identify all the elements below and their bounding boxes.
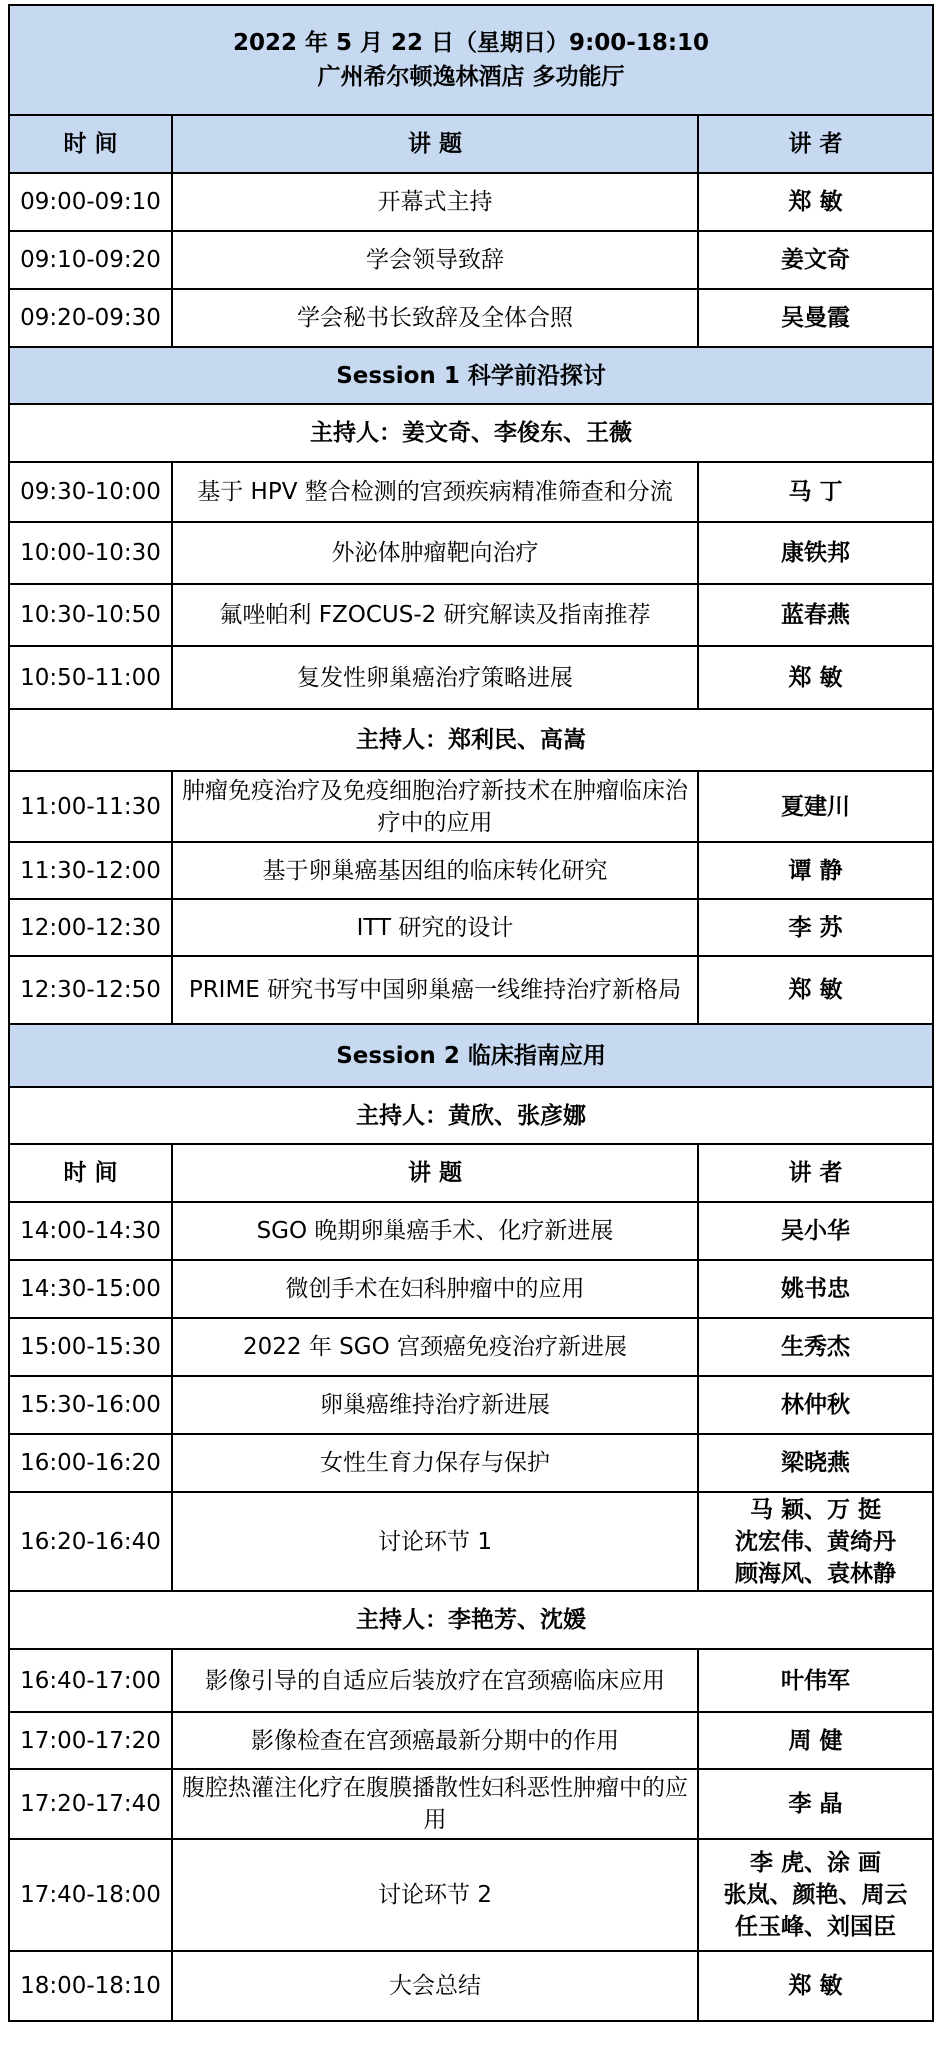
time-cell: 11:30-12:00	[9, 842, 172, 899]
time-cell: 09:20-09:30	[9, 289, 172, 347]
speaker-cell: 李 苏	[698, 899, 933, 956]
speaker-cell: 蓝春燕	[698, 584, 933, 646]
topic-cell: 女性生育力保存与保护	[172, 1434, 698, 1492]
speaker-cell	[698, 1839, 933, 1951]
host-row	[9, 1591, 933, 1649]
host-row	[9, 1087, 933, 1144]
speaker-cell: 郑 敏	[698, 956, 933, 1024]
topic-cell: 外泌体肿瘤靶向治疗	[172, 522, 698, 584]
agenda-row	[9, 771, 933, 842]
column-header-topic: 讲 题	[172, 115, 698, 173]
speaker-cell: 吴小华	[698, 1202, 933, 1260]
session-title: Session 2 临床指南应用	[9, 1024, 933, 1087]
speaker-cell: 郑 敏	[698, 173, 933, 231]
topic-cell: 学会秘书长致辞及全体合照	[172, 289, 698, 347]
speaker-cell: 吴曼霞	[698, 289, 933, 347]
agenda-row	[9, 173, 933, 231]
time-cell: 10:50-11:00	[9, 646, 172, 709]
time-cell: 17:00-17:20	[9, 1712, 172, 1769]
time-cell: 15:00-15:30	[9, 1318, 172, 1376]
speaker-cell: 姚书忠	[698, 1260, 933, 1318]
time-cell: 10:00-10:30	[9, 522, 172, 584]
time-cell: 18:00-18:10	[9, 1951, 172, 2021]
speaker-cell: 叶伟军	[698, 1649, 933, 1712]
host-label: 主持人：郑利民、高嵩	[9, 709, 933, 771]
time-cell: 15:30-16:00	[9, 1376, 172, 1434]
agenda-table	[8, 4, 934, 2022]
agenda-row	[9, 231, 933, 289]
agenda-row	[9, 1492, 933, 1591]
time-cell: 14:00-14:30	[9, 1202, 172, 1260]
topic-cell: 影像引导的自适应后装放疗在宫颈癌临床应用	[172, 1649, 698, 1712]
agenda-row	[9, 646, 933, 709]
agenda-header	[9, 5, 933, 115]
time-cell: 17:20-17:40	[9, 1769, 172, 1839]
speaker-line: 任玉峰、刘国臣	[735, 1914, 897, 1940]
speaker-cell: 生秀杰	[698, 1318, 933, 1376]
topic-cell: PRIME 研究书写中国卵巢癌一线维持治疗新格局	[172, 956, 698, 1024]
topic-cell: 基于卵巢癌基因组的临床转化研究	[172, 842, 698, 899]
agenda-row	[9, 899, 933, 956]
speaker-cell: 李 晶	[698, 1769, 933, 1839]
agenda-row	[9, 1649, 933, 1712]
time-cell: 09:10-09:20	[9, 231, 172, 289]
topic-cell: SGO 晚期卵巢癌手术、化疗新进展	[172, 1202, 698, 1260]
topic-cell: 微创手术在妇科肿瘤中的应用	[172, 1260, 698, 1318]
time-cell: 17:40-18:00	[9, 1839, 172, 1951]
topic-cell: 讨论环节 2	[172, 1839, 698, 1951]
speaker-cell	[698, 1492, 933, 1591]
agenda-row	[9, 956, 933, 1024]
session-row	[9, 347, 933, 404]
time-cell: 14:30-15:00	[9, 1260, 172, 1318]
agenda-row	[9, 1839, 933, 1951]
agenda-row	[9, 1202, 933, 1260]
time-cell: 16:40-17:00	[9, 1649, 172, 1712]
column-header-time: 时 间	[9, 115, 172, 173]
agenda-row	[9, 1951, 933, 2021]
speaker-line: 马 颖、万 挺	[750, 1496, 882, 1523]
speaker-cell: 梁晓燕	[698, 1434, 933, 1492]
time-cell: 16:20-16:40	[9, 1492, 172, 1591]
speaker-cell: 夏建川	[698, 771, 933, 842]
agenda-row	[9, 1376, 933, 1434]
agenda-row	[9, 1318, 933, 1376]
agenda-row	[9, 584, 933, 646]
time-cell: 16:00-16:20	[9, 1434, 172, 1492]
session-title: Session 1 科学前沿探讨	[9, 347, 933, 404]
time-cell: 10:30-10:50	[9, 584, 172, 646]
agenda-row	[9, 522, 933, 584]
agenda-header-row	[9, 5, 933, 115]
session-row	[9, 1024, 933, 1087]
time-cell: 12:00-12:30	[9, 899, 172, 956]
topic-cell: ITT 研究的设计	[172, 899, 698, 956]
topic-cell: 开幕式主持	[172, 173, 698, 231]
agenda-row	[9, 842, 933, 899]
speaker-cell: 郑 敏	[698, 1951, 933, 2021]
topic-cell: 讨论环节 1	[172, 1492, 698, 1591]
speaker-line: 张岚、颜艳、周云	[723, 1882, 908, 1908]
speaker-cell: 谭 静	[698, 842, 933, 899]
agenda-row	[9, 1769, 933, 1839]
time-cell: 09:00-09:10	[9, 173, 172, 231]
agenda-venue: 广州希尔顿逸林酒店 多功能厅	[317, 64, 625, 90]
speaker-cell: 周 健	[698, 1712, 933, 1769]
topic-cell: 复发性卵巢癌治疗策略进展	[172, 646, 698, 709]
host-label: 主持人：姜文奇、李俊东、王薇	[9, 404, 933, 462]
topic-cell: 腹腔热灌注化疗在腹膜播散性妇科恶性肿瘤中的应用	[172, 1769, 698, 1839]
speaker-line: 李 虎、涂 画	[750, 1850, 882, 1876]
topic-cell: 影像检查在宫颈癌最新分期中的作用	[172, 1712, 698, 1769]
column-header-speaker: 讲 者	[698, 1144, 933, 1202]
time-cell: 09:30-10:00	[9, 462, 172, 522]
time-cell: 12:30-12:50	[9, 956, 172, 1024]
host-label: 主持人：黄欣、张彦娜	[9, 1087, 933, 1144]
host-row	[9, 404, 933, 462]
topic-cell: 卵巢癌维持治疗新进展	[172, 1376, 698, 1434]
column-header-topic: 讲 题	[172, 1144, 698, 1202]
column-header-time: 时 间	[9, 1144, 172, 1202]
host-label: 主持人：李艳芳、沈媛	[9, 1591, 933, 1649]
topic-cell: 基于 HPV 整合检测的宫颈疾病精准筛查和分流	[172, 462, 698, 522]
topic-cell: 学会领导致辞	[172, 231, 698, 289]
agenda-row	[9, 1712, 933, 1769]
agenda-row	[9, 462, 933, 522]
time-cell: 11:00-11:30	[9, 771, 172, 842]
topic-cell: 大会总结	[172, 1951, 698, 2021]
speaker-cell: 马 丁	[698, 462, 933, 522]
speaker-cell: 林仲秋	[698, 1376, 933, 1434]
topic-cell: 2022 年 SGO 宫颈癌免疫治疗新进展	[172, 1318, 698, 1376]
speaker-line: 顾海风、袁林静	[735, 1560, 897, 1587]
speaker-cell: 姜文奇	[698, 231, 933, 289]
topic-cell: 肿瘤免疫治疗及免疫细胞治疗新技术在肿瘤临床治疗中的应用	[172, 771, 698, 842]
speaker-cell: 郑 敏	[698, 646, 933, 709]
column-header-speaker: 讲 者	[698, 115, 933, 173]
speaker-cell: 康铁邦	[698, 522, 933, 584]
speaker-line: 沈宏伟、黄绮丹	[735, 1528, 897, 1555]
column-header-row	[9, 115, 933, 173]
agenda-row	[9, 1260, 933, 1318]
column-header-row	[9, 1144, 933, 1202]
host-row	[9, 709, 933, 771]
agenda-row	[9, 289, 933, 347]
agenda-date: 2022 年 5 月 22 日（星期日）9:00-18:10	[233, 30, 710, 56]
topic-cell: 氟唑帕利 FZOCUS-2 研究解读及指南推荐	[172, 584, 698, 646]
agenda-row	[9, 1434, 933, 1492]
